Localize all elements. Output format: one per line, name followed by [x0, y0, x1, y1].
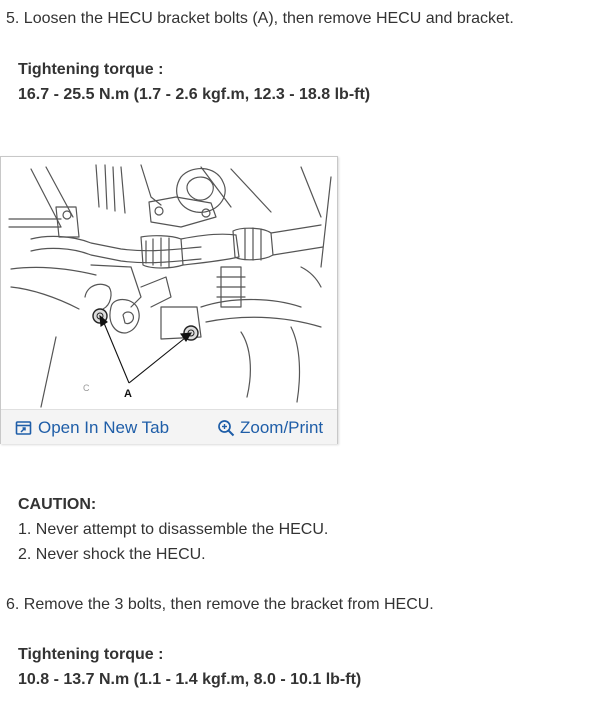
step-5-torque-value: 16.7 - 25.5 N.m (1.7 - 2.6 kgf.m, 12.3 - 18.8 lb-ft) [18, 86, 371, 103]
magnifier-icon [217, 419, 235, 437]
caution-item-2: 2. Never shock the HECU. [18, 546, 206, 563]
zoom-print-link[interactable] [217, 418, 323, 438]
step-5-text: 5. Loosen the HECU bracket bolts (A), then remove HECU and bracket. [6, 10, 514, 27]
hecu-bracket-diagram[interactable] [1, 157, 337, 409]
corner-mark-label: C [83, 383, 90, 393]
hecu-bracket-figure [0, 156, 338, 444]
step-5-torque-label: Tightening torque : [18, 61, 164, 78]
figure-action-bar [1, 409, 337, 444]
callout-a-label: A [124, 388, 132, 400]
step-6-torque-value: 10.8 - 13.7 N.m (1.1 - 1.4 kgf.m, 8.0 - 10.1 lb-ft) [18, 671, 362, 688]
caution-title: CAUTION: [18, 496, 97, 513]
open-new-tab-icon [15, 419, 33, 437]
open-in-new-tab-label: Open In New Tab [38, 418, 170, 437]
step-6-text: 6. Remove the 3 bolts, then remove the bracket from HECU. [6, 596, 434, 613]
step-6-torque-label: Tightening torque : [18, 646, 164, 663]
open-in-new-tab-link[interactable] [15, 418, 169, 438]
zoom-print-label: Zoom/Print [240, 418, 324, 437]
caution-item-1: 1. Never attempt to disassemble the HECU. [18, 521, 329, 538]
